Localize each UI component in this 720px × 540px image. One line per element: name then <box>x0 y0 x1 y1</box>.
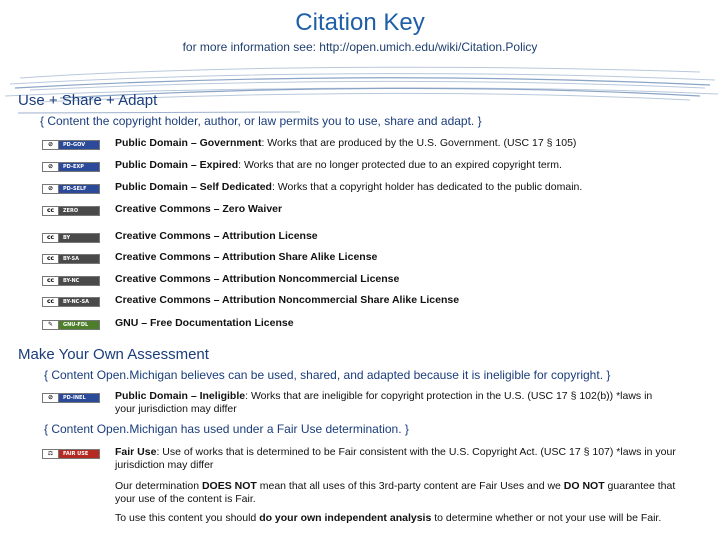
license-badge <box>42 254 100 264</box>
note-text: mean that all uses of this 3rd-party content are Fair Uses and we <box>256 480 564 492</box>
use-share-heading: Use + Share + Adapt <box>18 92 158 109</box>
license-title: Creative Commons – Zero Waiver <box>115 203 283 215</box>
badge-label: BY <box>63 235 71 241</box>
pd-icon: ⊘ <box>43 141 59 149</box>
license-title: GNU – Free Documentation License <box>115 317 294 329</box>
ineligible-description: { Content Open.Michigan believes can be used, shared, and adapted because it is ineligible for copyright. } <box>44 368 611 382</box>
note-emphasis: DOES NOT <box>201 480 257 492</box>
pd-icon: ⊘ <box>43 394 59 402</box>
note-text: guarantee that <box>604 480 676 492</box>
note-emphasis: DO NOT <box>563 480 605 492</box>
license-title: Creative Commons – Attribution License <box>115 230 318 242</box>
cc-icon: cc <box>43 298 59 306</box>
license-badge <box>42 140 100 150</box>
page-title: Citation Key <box>295 9 425 36</box>
badge-label: FAIR USE <box>63 451 89 457</box>
badge-label: PD-INEL <box>63 395 86 401</box>
license-badge <box>42 184 100 194</box>
license-description <box>115 181 715 194</box>
license-description <box>115 273 715 286</box>
license-text: : Works that are ineligible for copyright protection in the U.S. (USC 17 § 102(b)) *laws in <box>245 390 653 402</box>
cc-icon: cc <box>43 255 59 263</box>
license-title: Public Domain – Government <box>115 137 262 149</box>
use-share-description: { Content the copyright holder, author, or law permits you to use, share and adapt. } <box>40 114 482 128</box>
license-description <box>115 294 715 307</box>
cc-icon: cc <box>43 234 59 242</box>
fair-use-description: { Content Open.Michigan has used under a Fair Use determination. } <box>44 422 409 436</box>
note-text: To use this content you should <box>115 512 260 524</box>
license-title: Fair Use <box>115 446 157 458</box>
cc-icon: cc <box>43 207 59 215</box>
license-title: Public Domain – Ineligible <box>115 390 246 402</box>
scale-icon: ⚖ <box>43 450 59 458</box>
badge-label: ZERO <box>63 208 79 214</box>
fair-use-note <box>115 480 707 506</box>
license-title: Creative Commons – Attribution Noncommercial Share Alike License <box>115 294 460 306</box>
license-title: Public Domain – Self Dedicated <box>115 181 272 193</box>
badge-label: PD-EXP <box>63 164 84 170</box>
license-badge <box>42 320 100 330</box>
license-badge <box>42 297 100 307</box>
pd-icon: ⊘ <box>43 185 59 193</box>
license-title: Creative Commons – Attribution Share Alike License <box>115 251 378 263</box>
badge-label: PD-SELF <box>63 186 87 192</box>
license-text: : Works that are produced by the U.S. Government. (USC 17 § 105) <box>261 137 577 149</box>
license-description <box>115 230 715 243</box>
license-description <box>115 446 715 472</box>
license-description <box>115 159 715 172</box>
license-description <box>115 251 715 264</box>
license-text: your jurisdiction may differ <box>115 403 237 415</box>
license-badge <box>42 206 100 216</box>
page-subtitle: for more information see: http://open.umich.edu/wiki/Citation.Policy <box>182 40 538 54</box>
license-title: Public Domain – Expired <box>115 159 239 171</box>
license-description <box>115 390 715 416</box>
license-description <box>115 317 715 330</box>
badge-label: PD-GOV <box>63 142 86 148</box>
badge-label: BY-NC <box>63 278 80 284</box>
note-text: to determine whether or not your use will be Fair. <box>431 512 662 524</box>
license-badge <box>42 276 100 286</box>
license-text: : Use of works that is determined to be Fair consistent with the U.S. Copyright Act. (USC 17 § 107) *laws in your <box>156 446 676 458</box>
analysis-note <box>115 512 707 525</box>
license-badge <box>42 393 100 403</box>
license-description <box>115 203 715 216</box>
gnu-icon: ✎ <box>43 321 59 329</box>
license-text: : Works that are no longer protected due to an expired copyright term. <box>238 159 562 171</box>
cc-icon: cc <box>43 277 59 285</box>
note-emphasis: do your own independent analysis <box>259 512 432 524</box>
license-badge <box>42 233 100 243</box>
badge-label: GNU-FDL <box>63 322 89 328</box>
assessment-heading: Make Your Own Assessment <box>18 346 209 363</box>
license-badge <box>42 449 100 459</box>
license-title: Creative Commons – Attribution Noncommercial License <box>115 273 400 285</box>
license-text: jurisdiction may differ <box>115 459 214 471</box>
license-badge <box>42 162 100 172</box>
pd-icon: ⊘ <box>43 163 59 171</box>
badge-label: BY-SA <box>63 256 79 262</box>
badge-label: BY-NC-SA <box>63 299 90 305</box>
license-text: : Works that a copyright holder has dedicated to the public domain. <box>271 181 583 193</box>
license-description <box>115 137 715 150</box>
note-text: Our determination <box>115 480 202 492</box>
note-text: your use of the content is Fair. <box>115 493 256 505</box>
